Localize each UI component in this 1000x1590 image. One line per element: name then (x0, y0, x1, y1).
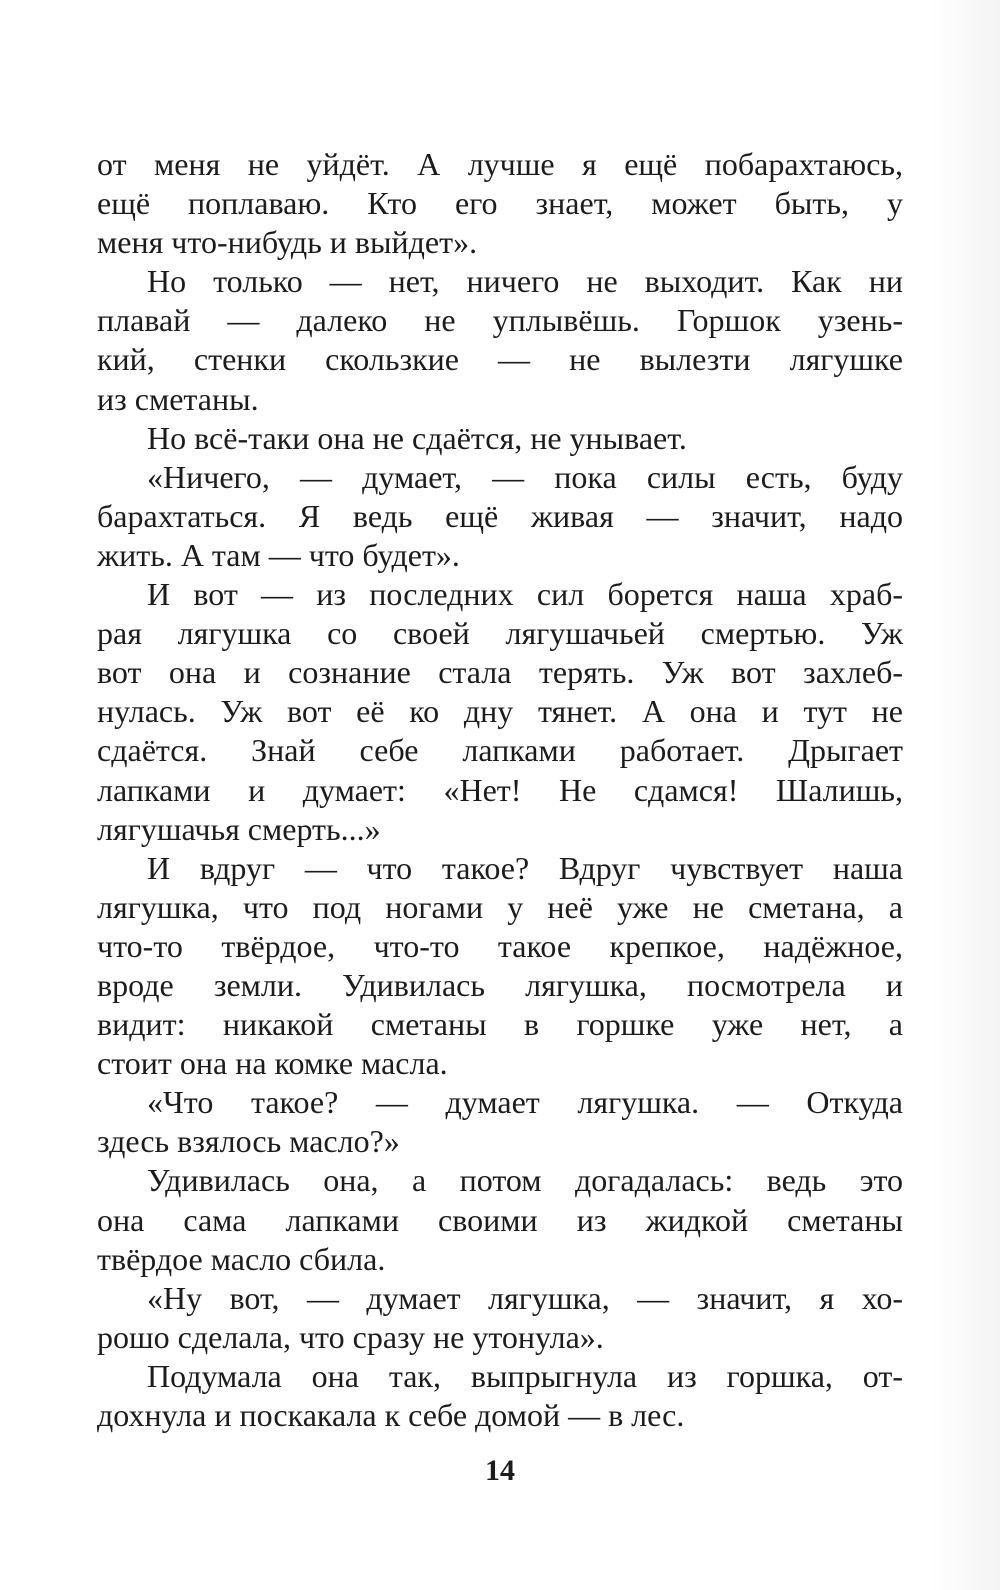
paragraph (97, 458, 903, 575)
text-line: ещё поплаваю. Кто его знает, может быть, у (97, 185, 903, 222)
text-line: из сметаны. (97, 380, 259, 417)
text-line: «Ничего, — думает, — пока силы есть, буду (147, 458, 903, 495)
paragraph (97, 145, 903, 262)
text-line: вот она и сознание стала терять. Уж вот захлеб- (97, 654, 903, 691)
paragraph (97, 1083, 903, 1161)
text-line: И вдруг — что такое? Вдруг чувствует наша (147, 849, 903, 886)
text-line: твёрдое масло сбила. (97, 1240, 386, 1277)
text-line: лапками и думает: «Нет! Не сдамся! Шалишь, (97, 771, 903, 808)
story-text (97, 145, 903, 1435)
text-line: лягушка, что под ногами у неё уже не сметана, а (97, 888, 903, 925)
text-line: меня что-нибудь и выйдет». (97, 224, 478, 261)
text-line: барахтаться. Я ведь ещё живая — значит, надо (97, 497, 903, 534)
text-line: лягушачья смерть...» (97, 810, 381, 847)
paragraph (97, 419, 903, 458)
paragraph (97, 1161, 903, 1278)
text-line: она сама лапками своими из жидкой сметаны (97, 1201, 903, 1238)
text-line: рошо сделала, что сразу не утонула». (97, 1318, 604, 1355)
text-line: от меня не уйдёт. А лучше я ещё побарахтаюсь, (97, 146, 903, 182)
text-line: «Ну вот, — думает лягушка, — значит, я хо- (147, 1279, 903, 1316)
text-line: сдаётся. Знай себе лапками работает. Дрыгает (97, 732, 903, 769)
paragraph (97, 262, 903, 418)
paragraph (97, 1357, 903, 1435)
text-line: нулась. Уж вот её ко дну тянет. А она и тут не (97, 693, 903, 730)
text-line: дохнула и поскакала к себе домой — в лес. (97, 1397, 685, 1433)
paragraph (97, 1279, 903, 1357)
text-line: здесь взялось масло?» (97, 1123, 400, 1160)
text-line: рая лягушка со своей лягушачьей смертью. Уж (97, 615, 903, 652)
text-line: «Что такое? — думает лягушка. — Откуда (147, 1084, 903, 1121)
text-line: что-то твёрдое, что-то такое крепкое, надёжное, (97, 927, 903, 964)
text-line: кий, стенки скользкие — не вылезти лягушке (97, 341, 903, 378)
text-line: Подумала она так, выпрыгнула из горшка, от- (147, 1357, 903, 1394)
text-line: Но только — нет, ничего не выходит. Как ни (147, 263, 903, 300)
text-line: вроде земли. Удивилась лягушка, посмотрела и (97, 966, 903, 1003)
paragraph (97, 849, 903, 1084)
text-line: Удивилась она, а потом догадалась: ведь это (147, 1162, 903, 1199)
paragraph (97, 575, 903, 849)
text-line: жить. А там — что будет». (97, 536, 460, 573)
text-line: стоит она на комке масла. (97, 1045, 448, 1082)
text-line: видит: никакой сметаны в горшке уже нет, а (97, 1006, 903, 1043)
text-line: плавай — далеко не уплывёшь. Горшок узень- (97, 302, 903, 339)
text-line: Но всё-таки она не сдаётся, не унывает. (147, 419, 687, 456)
text-line: И вот — из последних сил борется наша храб- (147, 576, 903, 613)
page-number: 14 (485, 1454, 515, 1487)
